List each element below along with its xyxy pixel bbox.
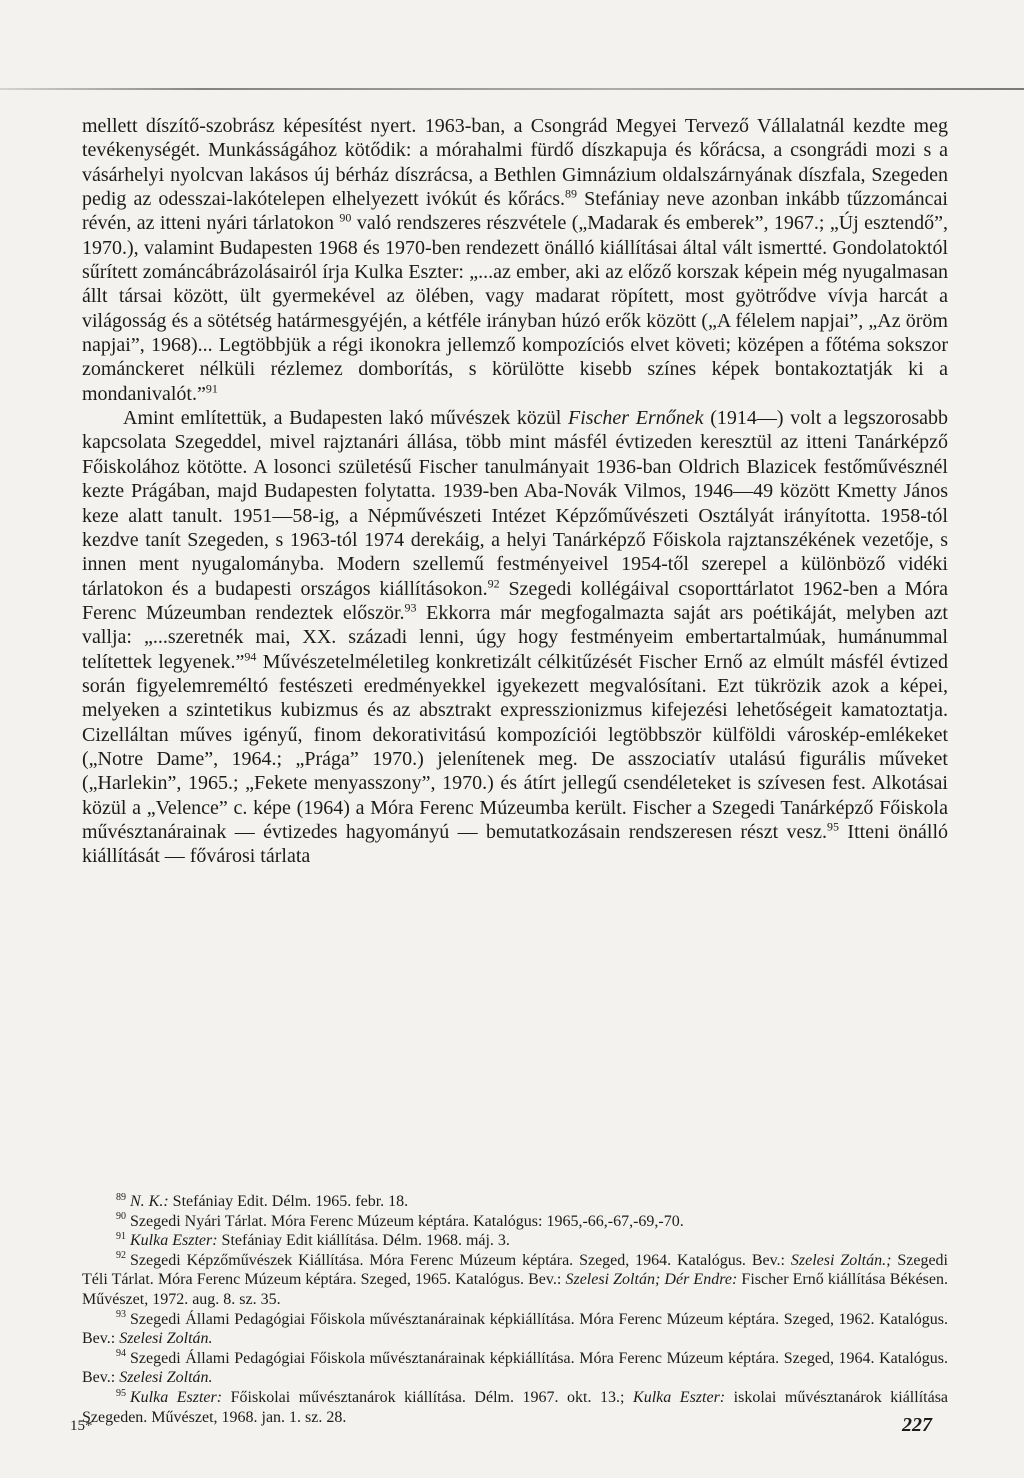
- paragraph-1: [82, 114, 948, 406]
- artist-name: Fischer Ernőnek: [568, 407, 704, 430]
- text-run: Szegedi kollégáival csoporttárlatot 1962-ben a Móra Ferenc Múzeumban rendeztek először.: [82, 577, 949, 624]
- footnote-ref[interactable]: 94: [244, 648, 257, 663]
- footnotes: [82, 1192, 948, 1427]
- footnote-number: 90: [116, 1211, 126, 1223]
- text-run: Főiskolai művésztanárok kiállítása. Délm. 1967. okt. 13.;: [222, 1388, 634, 1406]
- footnote-92: [82, 1251, 948, 1310]
- text-run: Szegedi Képzőművészek Kiállítása. Móra Ferenc Múzeum képtára. Szeged, 1964. Katalógus. Bev.:: [130, 1251, 791, 1269]
- text-run: Stefániay Edit kiállítása. Délm. 1968. máj. 3.: [217, 1232, 510, 1250]
- author: Kulka Eszter:: [130, 1232, 218, 1250]
- footnote-number: 89: [116, 1191, 126, 1203]
- text-run: Szegedi Állami Pedagógiai Főiskola művésztanárainak képkiállítása. Móra Ferenc Múzeum képtára. Szeged, 1964. Katalógus. Bev.:: [82, 1349, 948, 1387]
- text-run: Művészetelméletileg konkretizált célkitűzését Fischer Ernő az elmúlt másfél évtized során figyelemreméltó festészeti eredményekkel igyekezett megvalósítani. Ezt tükrözik azok a képei, melyeken a szintetikus kubizmus és az absztrakt expresszionizmus kifejezési lehetőségeit kamatoztatja. Cizelláltan műves igényű, finom dekorativitású kompozíciói legtöbbször külföldi városkép-emlékeket („Notre Dame”, 1964.; „Prága” 1970.) jelenítenek meg. De asszociatív utalású figurális műveket („Harlekin”, 1965.; „Fekete menyasszony”, 1970.) és átírt jellegű csendéleteket is szívesen fest. Alkotásai közül a „Velence” c. képe (1964) a Móra Ferenc Múzeumba került. Fischer a Szegedi Tanárképző Főiskola művésztanárainak — évtizedes hagyományú — bemutatkozásain rendszeresen részt vesz.: [82, 650, 948, 843]
- author: Szelesi Zoltán; Dér Endre:: [565, 1271, 738, 1289]
- footnote-number: 94: [116, 1348, 126, 1360]
- footnote-89: [82, 1192, 948, 1212]
- author: Szelesi Zoltán.: [119, 1369, 213, 1387]
- author: Szelesi Zoltán.: [119, 1330, 213, 1348]
- page-number: 227: [902, 1414, 932, 1436]
- text-run: Szegedi Nyári Tárlat. Móra Ferenc Múzeum képtára. Katalógus: 1965,-66,-67,-69,-70.: [130, 1212, 684, 1230]
- footnote-number: 93: [116, 1309, 126, 1321]
- top-rule: [0, 88, 1024, 90]
- footnote-93: [82, 1310, 948, 1349]
- text-run: iskolai művésztanárok kiállítása Szegeden. Művészet, 1968. jan. 1. sz. 28.: [82, 1388, 949, 1426]
- text-run: mellett díszítő-szobrász képesítést nyert. 1963-ban, a Csongrád Megyei Tervező Vállalatnál kezdte meg tevékenységét. Munkásságához kötődik: a mórahalmi fürdő díszkapuja és kőrácsa, a csongrádi mozi s a vásárhelyi nyolcvan lakásos új bérház díszrácsa, a Bethlen Gimnázium oldalszárnyának díszfala, Szegeden pedig az odesszai-lakótelepen elhelyezett ivókút és kőrács.: [82, 115, 948, 211]
- footnote-ref[interactable]: 91: [205, 381, 218, 396]
- text-run: Amint említettük, a Budapesten lakó művészek közül: [123, 407, 568, 430]
- footnote-ref[interactable]: 93: [404, 600, 417, 615]
- text-run: Szegedi Állami Pedagógiai Főiskola művésztanárainak képkiállítása. Móra Ferenc Múzeum képtára. Szeged, 1962. Katalógus. Bev.:: [82, 1310, 948, 1348]
- author: N. K.:: [130, 1193, 169, 1210]
- footnote-number: 91: [116, 1230, 126, 1242]
- footnote-94: [82, 1349, 948, 1388]
- text-run: Stefániay Edit. Délm. 1965. febr. 18.: [168, 1193, 409, 1210]
- author: Kulka Eszter:: [633, 1388, 726, 1406]
- footnote-95: [82, 1388, 948, 1427]
- text-run: Szegedi Téli Tárlat. Móra Ferenc Múzeum képtára. Szeged, 1965. Katalógus. Bev.:: [82, 1251, 948, 1289]
- footnote-ref[interactable]: 89: [565, 186, 578, 201]
- text-run: Itteni önálló kiállítását — fővárosi tárlata: [82, 820, 948, 868]
- author: Kulka Eszter:: [130, 1388, 223, 1406]
- text-run: Fischer Ernő kiállítása Békésen. Művészet, 1972. aug. 8. sz. 35.: [82, 1271, 949, 1308]
- text-run: Ekkorra már megfogalmazta saját ars poétikáját, melyben azt vallja: „...szeretnék mai, XX. századi lenni, úgy hogy festményeim embertartalmúak, humánummal telítettek legyenek.”: [82, 601, 948, 673]
- footnote-ref[interactable]: 92: [487, 575, 500, 590]
- text-run: Stefániay neve azonban inkább tűzzománcai révén, az itteni nyári tárlatokon: [82, 188, 948, 235]
- text-run: való rendszeres részvétele („Madarak és emberek”, 1967.; „Új esztendő”, 1970.), valamint Budapesten 1968 és 1970-ben rendezett önálló kiállításai által vált ismertté. Gondolatoktól sűrített zománcábrázolásairól írja Kulka Eszter: „...az ember, aki az előző korszak képein még nyugalmasan állt társai között, ült gyermekével az ölében, vagy madarat röpített, most gyötrődve vívja harcát a világosság és a sötétség határmesgyéjén, a kétféle irányban húzó erők között („A félelem napjai”, „Az öröm napjai”, 1968)... Legtöbbjük a régi ikonokra jellemző kompozíciós elvet követi; középen a főtéma sokszor zománckeret nélküli rézlemez domborítás, s körülötte kisebb színes képek bontakoztatják ki a mondanivalót.”: [82, 212, 949, 405]
- text-run: (1914—) volt a legszorosabb kapcsolata Szegeddel, mivel rajztanári állása, több mint másfél évtizeden keresztül az itteni Tanárképző Főiskolához kötötte. A losonci születésű Fischer tanulmányait 1936-ban Oldrich Blazicek festőművésznél kezte Prágában, majd Budapesten folytatta. 1939-ben Aba-Novák Vilmos, 1946—49 között Kmetty János keze alatt tanult. 1951—58-ig, a Népművészeti Intézet Képzőművészeti Osztályát irányította. 1958-tól kezdve tanít Szegeden, s 1963-tól 1974 derekáig, a helyi Tanárképző Főiskola rajztanszékének vezetője, s innen ment nyugalományba. Modern szellemű festményeivel 1954-től szerepel a különböző vidéki tárlatokon és a budapesti országos kiállításokon.: [82, 407, 948, 600]
- footnote-ref[interactable]: 95: [827, 819, 840, 834]
- author: Szelesi Zoltán.;: [790, 1251, 892, 1269]
- footnote-ref[interactable]: 90: [339, 210, 352, 225]
- printer-signature: 15*: [70, 1418, 93, 1434]
- footnote-number: 92: [116, 1250, 126, 1262]
- paragraph-2: [82, 406, 948, 869]
- body-text: [82, 114, 948, 869]
- footnote-91: [82, 1231, 948, 1251]
- footnote-90: [82, 1212, 948, 1232]
- footnote-number: 95: [116, 1387, 126, 1399]
